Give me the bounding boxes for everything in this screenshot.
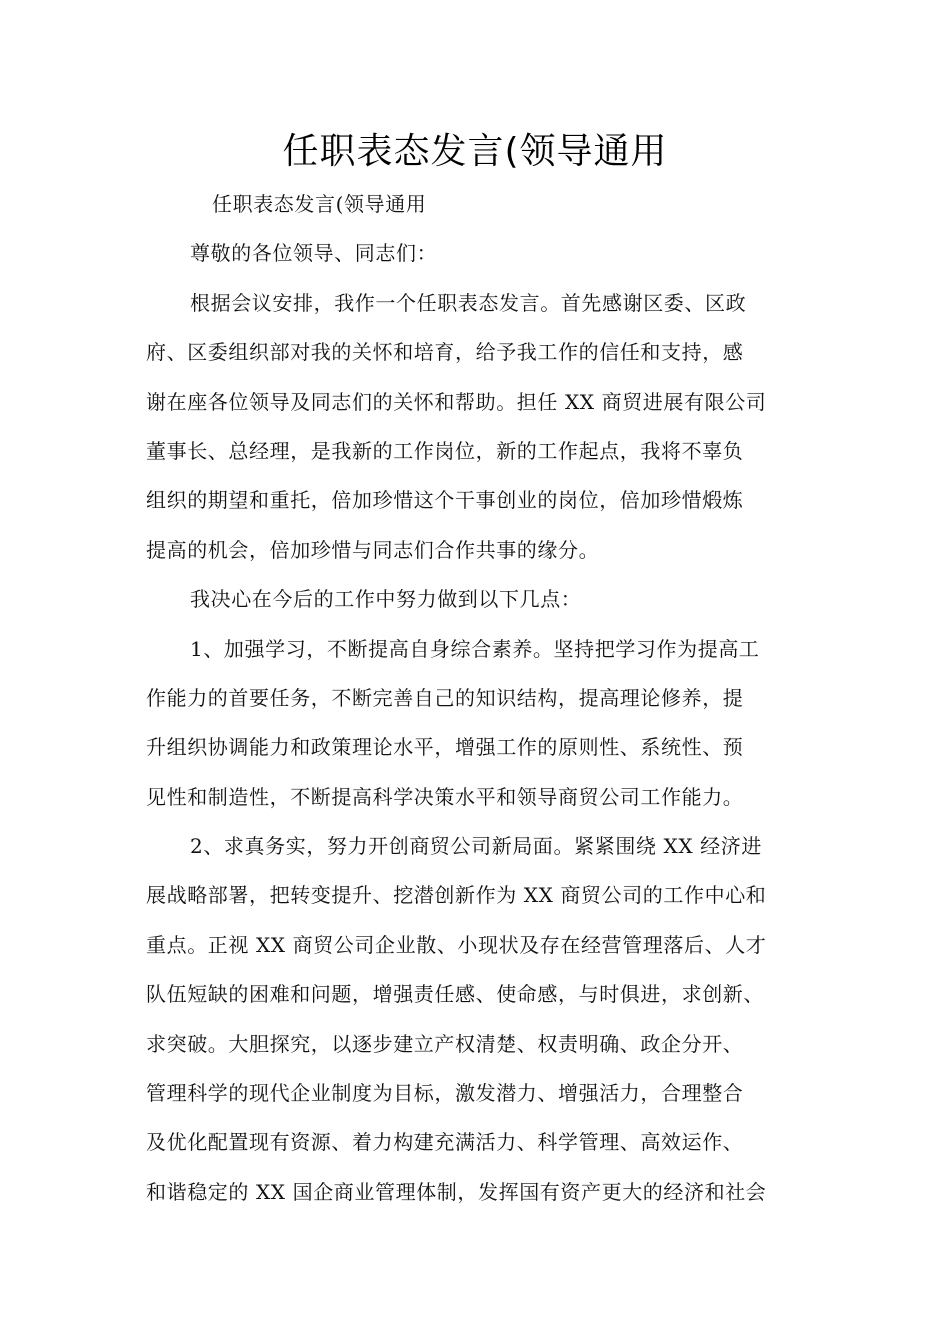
body-text-line: 求突破。大胆探究，以逐步建立产权清楚、权责明确、政企分开、 xyxy=(146,1031,744,1056)
body-text-line: 我决心在今后的工作中努力做到以下几点： xyxy=(190,587,582,612)
document-title: 任职表态发言(领导通用 xyxy=(282,131,668,172)
body-text-line: 展战略部署，把转变提升、挖潜创新作为 XX 商贸公司的工作中心和 xyxy=(146,883,767,908)
body-text-line: 组织的期望和重托，倍加珍惜这个干事创业的岗位，倍加珍惜煅炼 xyxy=(146,488,744,513)
body-text-line: 谢在座各位领导及同志们的关怀和帮助。担任 XX 商贸进展有限公司 xyxy=(146,389,767,414)
body-text-line: 1、加强学习，不断提高自身综合素养。坚持把学习作为提高工 xyxy=(190,636,760,661)
body-text-line: 根据会议安排，我作一个任职表态发言。首先感谢区委、区政 xyxy=(190,290,747,315)
body-text-line: 提高的机会，倍加珍惜与同志们合作共事的缘分。 xyxy=(146,537,600,562)
body-text-line: 及优化配置现有资源、着力构建充满活力、科学管理、高效运作、 xyxy=(146,1130,744,1155)
document-subtitle: 任职表态发言(领导通用 xyxy=(212,192,427,216)
body-text-line: 尊敬的各位领导、同志们： xyxy=(190,241,438,266)
body-text-line: 见性和制造性，不断提高科学决策水平和领导商贸公司工作能力。 xyxy=(146,784,744,809)
body-text-line: 和谐稳定的 XX 国企商业管理体制，发挥国有资产更大的经济和社会 xyxy=(146,1179,767,1204)
body-text-line: 2、求真务实，努力开创商贸公司新局面。紧紧围绕 XX 经济进 xyxy=(190,834,762,859)
document-body xyxy=(146,180,818,1217)
body-text-line: 董事长、总经理，是我新的工作岗位，新的工作起点，我将不辜负 xyxy=(146,438,744,463)
body-text-line: 队伍短缺的困难和问题，增强责任感、使命感，与时俱进，求创新、 xyxy=(146,982,764,1007)
body-text-line: 重点。正视 XX 商贸公司企业散、小现状及存在经营管理落后、人才 xyxy=(146,932,767,957)
body-text-line: 升组织协调能力和政策理论水平，增强工作的原则性、系统性、预 xyxy=(146,735,744,760)
body-text-line: 作能力的首要任务，不断完善自己的知识结构，提高理论修养，提 xyxy=(146,685,744,710)
body-text-line: 府、区委组织部对我的关怀和培育，给予我工作的信任和支持，感 xyxy=(146,340,744,365)
body-text-line: 管理科学的现代企业制度为目标，激发潜力、增强活力，合理整合 xyxy=(146,1081,744,1106)
